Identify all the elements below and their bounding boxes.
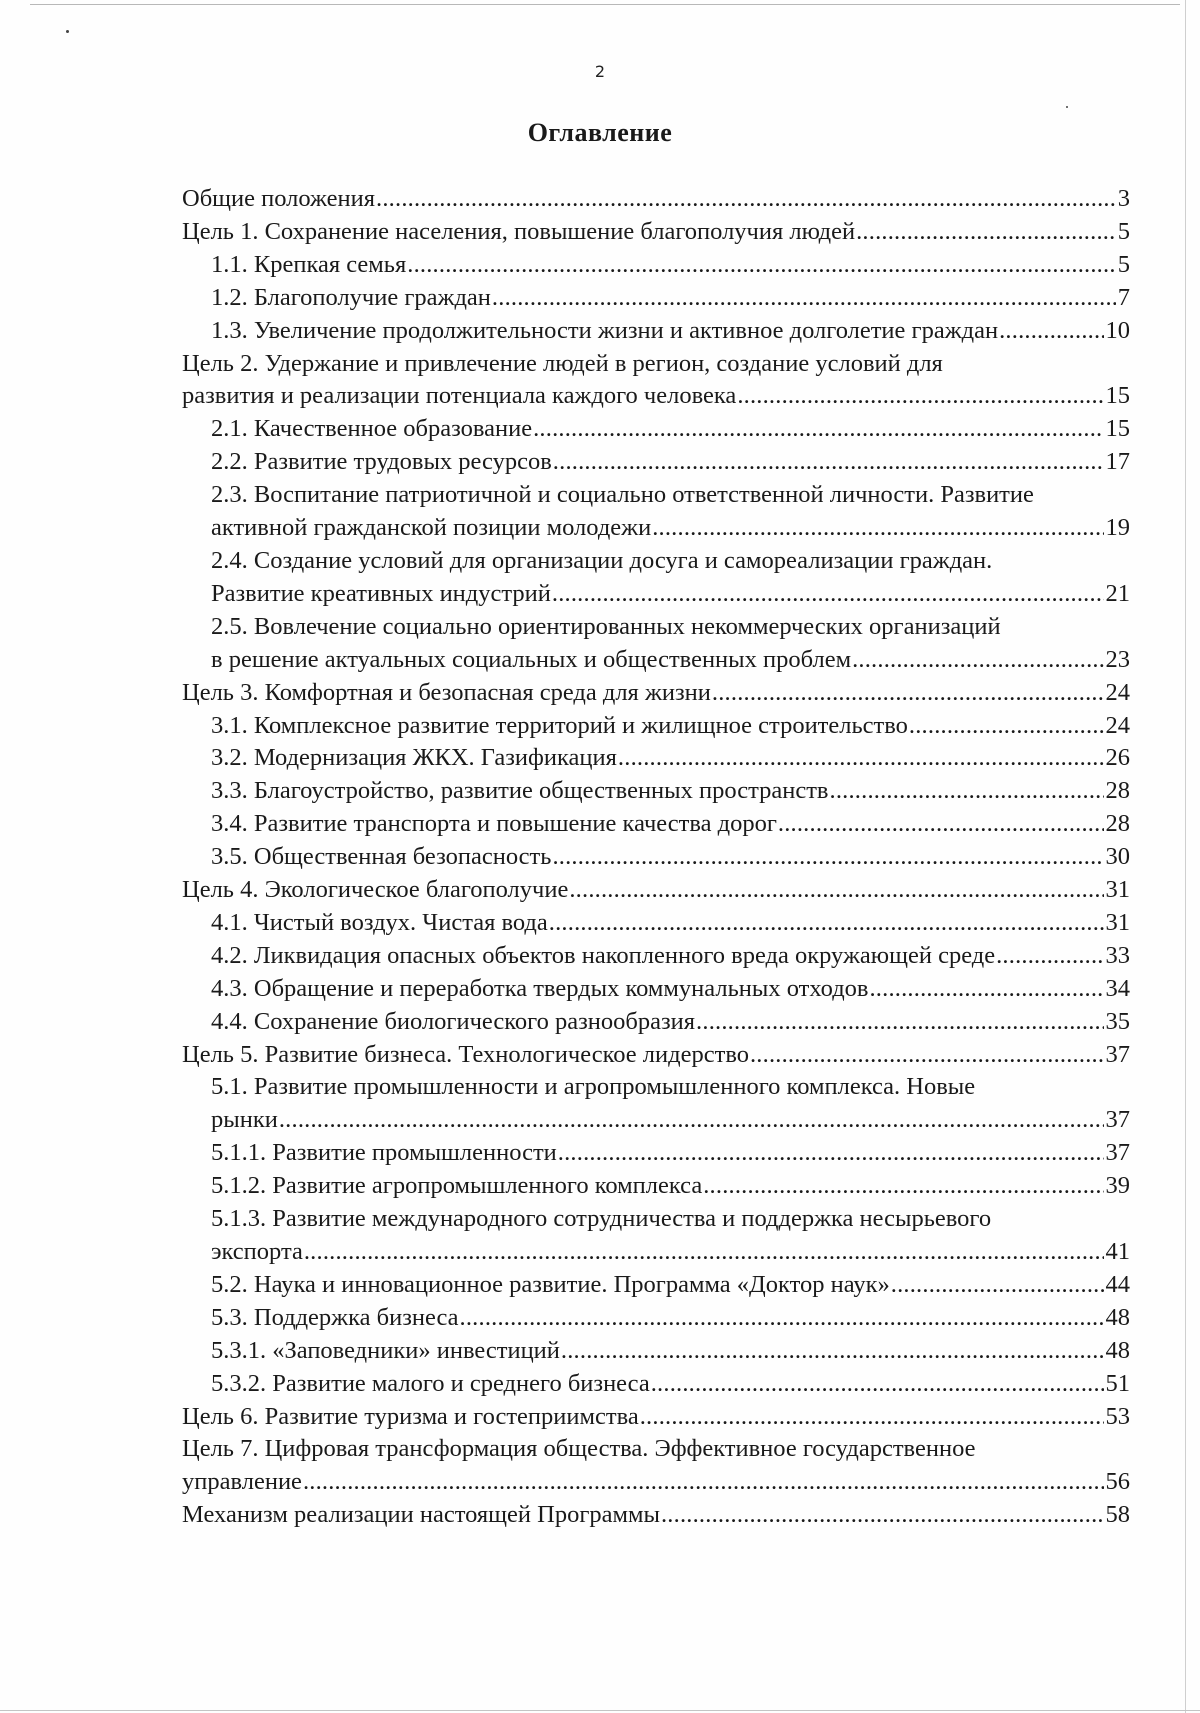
toc-entry[interactable] <box>182 1006 1130 1039</box>
toc-entry[interactable] <box>182 907 1130 940</box>
toc-entry[interactable] <box>182 742 1130 775</box>
toc-entry-page: 48 <box>1105 1336 1130 1364</box>
toc-entry-text: 1.2. Благополучие граждан <box>211 283 491 311</box>
toc-leader-dots <box>996 940 1103 973</box>
toc-entry[interactable] <box>182 1039 1130 1072</box>
toc-entry-page: 34 <box>1105 974 1130 1002</box>
toc-entry-first-line[interactable]: Цель 2. Удержание и привлечение людей в регион, создание условий для <box>182 349 943 377</box>
toc-entry-page: 37 <box>1105 1040 1130 1068</box>
toc-leader-dots <box>696 1006 1103 1039</box>
toc-entry-text: 3.4. Развитие транспорта и повышение качества дорог <box>211 810 777 838</box>
scan-speck <box>1066 106 1068 108</box>
toc-entry-page: 5 <box>1117 217 1130 245</box>
toc-leader-dots <box>712 677 1104 710</box>
toc-entry-text: 5.3.2. Развитие малого и среднего бизнеса <box>211 1369 650 1397</box>
toc-entry-page: 31 <box>1105 908 1130 936</box>
scan-edge-bottom <box>0 1710 1200 1711</box>
toc-leader-dots <box>561 1335 1104 1368</box>
toc-entry-first-line[interactable]: Цель 7. Цифровая трансформация общества. Эффективное государственное <box>182 1435 976 1463</box>
scan-speck <box>66 30 69 33</box>
toc-entry-text: 1.1. Крепкая семья <box>211 250 407 278</box>
toc-entry[interactable] <box>182 1236 1130 1269</box>
toc-leader-dots <box>553 446 1104 479</box>
toc-entry-text: 5.1.1. Развитие промышленности <box>211 1139 557 1167</box>
toc-entry-page: 53 <box>1105 1402 1130 1430</box>
toc-entry-page: 24 <box>1105 711 1130 739</box>
toc-leader-dots <box>407 249 1116 282</box>
toc-entry-text: 5.3.1. «Заповедники» инвестиций <box>211 1336 560 1364</box>
toc-entry[interactable] <box>182 841 1130 874</box>
toc-entry-text: управление <box>182 1468 302 1496</box>
toc-entry[interactable] <box>182 973 1130 1006</box>
toc-entry[interactable] <box>182 249 1130 282</box>
toc-entry-first-line[interactable]: 2.4. Создание условий для организации досуга и самореализации граждан. <box>211 546 993 574</box>
toc-entry-page: 21 <box>1105 579 1130 607</box>
toc-leader-dots <box>279 1104 1104 1137</box>
toc-entry-page: 28 <box>1105 777 1130 805</box>
toc-leader-dots <box>460 1302 1104 1335</box>
toc-leader-dots <box>376 183 1116 216</box>
toc-entry-text: 1.3. Увеличение продолжительности жизни и активное долголетие граждан <box>211 316 999 344</box>
toc-entry-text: Цель 6. Развитие туризма и гостеприимства <box>182 1402 639 1430</box>
toc-entry[interactable] <box>182 216 1130 249</box>
toc-entry-page: 31 <box>1105 876 1130 904</box>
toc-entry[interactable] <box>182 874 1130 907</box>
toc-leader-dots <box>652 512 1103 545</box>
toc-entry-page: 58 <box>1105 1501 1130 1529</box>
toc-entry-page: 39 <box>1105 1172 1130 1200</box>
toc-entry-text: 4.2. Ликвидация опасных объектов накопленного вреда окружающей среде <box>211 941 996 969</box>
scan-edge-top <box>30 4 1180 5</box>
toc-leader-dots <box>909 710 1104 743</box>
toc-entry[interactable] <box>182 1466 1130 1499</box>
toc-entry[interactable] <box>182 512 1130 545</box>
toc-entry-page: 51 <box>1105 1369 1130 1397</box>
toc-entry[interactable] <box>182 1499 1130 1532</box>
toc-entry-page: 7 <box>1117 283 1130 311</box>
toc-entry-text: Цель 4. Экологическое благополучие <box>182 876 569 904</box>
toc-title: Оглавление <box>527 118 673 147</box>
toc-entry[interactable] <box>182 1335 1130 1368</box>
toc-entry-text: 5.2. Наука и инновационное развитие. Программа «Доктор наук» <box>211 1270 890 1298</box>
toc-entry-text: 5.3. Поддержка бизнеса <box>211 1303 459 1331</box>
toc-entry-page: 19 <box>1105 514 1130 542</box>
toc-entry-page: 23 <box>1105 645 1130 673</box>
toc-entry-page: 24 <box>1105 678 1130 706</box>
toc-entry-text: Общие положения <box>182 185 376 212</box>
toc-entry-text: 4.4. Сохранение биологического разнообразия <box>211 1007 696 1035</box>
toc-entry-text: Цель 1. Сохранение населения, повышение благополучия людей <box>182 217 856 245</box>
toc-leader-dots <box>891 1269 1104 1302</box>
toc-leader-dots <box>304 1236 1104 1269</box>
toc-entry-page: 10 <box>1105 316 1130 344</box>
toc-entry-page: 30 <box>1105 843 1130 871</box>
toc-entry[interactable] <box>182 578 1130 611</box>
toc-entry-page: 17 <box>1105 448 1130 476</box>
toc-entry-text: 3.2. Модернизация ЖКХ. Газификация <box>211 744 617 772</box>
toc-entry-text: 4.3. Обращение и переработка твердых коммунальных отходов <box>211 974 869 1002</box>
toc-entry-text: в решение актуальных социальных и общественных проблем <box>211 645 852 673</box>
toc-entry-text: экспорта <box>211 1238 303 1265</box>
toc-leader-dots <box>737 380 1103 413</box>
toc-leader-dots <box>778 808 1104 841</box>
toc-leader-dots <box>549 907 1104 940</box>
toc-entry-text: 3.1. Комплексное развитие территорий и жилищное строительство <box>211 711 908 739</box>
scan-edge-right <box>1185 0 1186 1713</box>
toc-leader-dots <box>750 1039 1104 1072</box>
toc-entry-text: Цель 3. Комфортная и безопасная среда для жизни <box>182 678 711 706</box>
toc-entry[interactable] <box>182 1170 1130 1203</box>
toc-leader-dots <box>661 1499 1104 1532</box>
toc-entry-text: активной гражданской позиции молодежи <box>211 514 652 542</box>
toc-leader-dots <box>533 413 1103 446</box>
toc-entry-text: 3.3. Благоустройство, развитие общественных пространств <box>211 777 829 805</box>
toc-entry-text: рынки <box>211 1106 278 1134</box>
toc-leader-dots <box>303 1466 1104 1499</box>
toc-entry-page: 44 <box>1105 1270 1130 1298</box>
toc-entry[interactable] <box>182 282 1130 315</box>
toc-leader-dots <box>552 841 1103 874</box>
toc-leader-dots <box>703 1170 1103 1203</box>
toc-entry-page: 15 <box>1105 415 1130 443</box>
toc-entry[interactable] <box>182 380 1130 413</box>
toc-leader-dots <box>869 973 1103 1006</box>
toc-entry-text: 2.1. Качественное образование <box>211 415 533 443</box>
toc-leader-dots <box>492 282 1116 315</box>
toc-entry-page: 41 <box>1105 1238 1130 1265</box>
toc-entry-page: 5 <box>1117 250 1130 278</box>
toc-entry-text: 4.1. Чистый воздух. Чистая вода <box>211 908 548 936</box>
toc-entry[interactable] <box>182 644 1130 677</box>
toc-entry[interactable] <box>182 775 1130 808</box>
toc-leader-dots <box>569 874 1103 907</box>
toc-entry[interactable] <box>182 710 1130 743</box>
toc-entry-first-line[interactable]: 2.5. Вовлечение социально ориентированных некоммерческих организаций <box>211 612 1001 640</box>
toc-entry-first-line[interactable]: 5.1. Развитие промышленности и агропромышленного комплекса. Новые <box>211 1073 976 1101</box>
toc-entry[interactable] <box>182 413 1130 446</box>
toc-leader-dots <box>618 742 1104 775</box>
toc-entry-page: 37 <box>1105 1106 1130 1134</box>
toc-entry[interactable] <box>182 1302 1130 1335</box>
page-number: 2 <box>594 62 606 81</box>
toc-entry[interactable] <box>182 1401 1130 1434</box>
toc-entry-text: 2.2. Развитие трудовых ресурсов <box>211 448 552 476</box>
toc-leader-dots <box>552 578 1104 611</box>
toc-leader-dots <box>651 1368 1104 1401</box>
table-of-contents <box>182 183 1130 1532</box>
toc-entry[interactable] <box>182 1368 1130 1401</box>
toc-entry-text: 3.5. Общественная безопасность <box>211 843 552 871</box>
toc-entry[interactable] <box>182 677 1130 710</box>
toc-entry-page: 3 <box>1117 185 1130 212</box>
toc-entry-page: 56 <box>1105 1468 1130 1496</box>
toc-leader-dots <box>640 1401 1104 1434</box>
toc-entry-text: 5.1.2. Развитие агропромышленного комплекса <box>211 1172 703 1200</box>
toc-entry[interactable] <box>182 183 1130 216</box>
toc-entry-page: 26 <box>1105 744 1130 772</box>
toc-entry-page: 33 <box>1105 941 1130 969</box>
toc-leader-dots <box>852 644 1103 677</box>
toc-entry-page: 35 <box>1105 1007 1130 1035</box>
toc-entry[interactable] <box>182 808 1130 841</box>
toc-entry-first-line[interactable]: 2.3. Воспитание патриотичной и социально ответственной личности. Развитие <box>211 481 1034 509</box>
toc-entry[interactable] <box>182 1137 1130 1170</box>
toc-entry-text: Механизм реализации настоящей Программы <box>182 1501 660 1529</box>
toc-entry-first-line[interactable]: 5.1.3. Развитие международного сотрудничества и поддержка несырьевого <box>211 1205 992 1233</box>
toc-entry-page: 28 <box>1105 810 1130 838</box>
toc-entry[interactable] <box>182 1269 1130 1302</box>
toc-leader-dots <box>830 775 1104 808</box>
toc-entry-page: 15 <box>1105 382 1130 410</box>
toc-entry-text: Развитие креативных индустрий <box>211 579 551 607</box>
toc-entry[interactable] <box>182 315 1130 348</box>
toc-entry[interactable] <box>182 446 1130 479</box>
toc-entry[interactable] <box>182 1104 1130 1137</box>
toc-entry-text: развития и реализации потенциала каждого человека <box>182 382 737 410</box>
toc-leader-dots <box>558 1137 1104 1170</box>
toc-entry-page: 48 <box>1105 1303 1130 1331</box>
toc-entry[interactable] <box>182 940 1130 973</box>
toc-entry-text: Цель 5. Развитие бизнеса. Технологическое лидерство <box>182 1040 749 1068</box>
toc-leader-dots <box>999 315 1103 348</box>
toc-leader-dots <box>856 216 1116 249</box>
toc-entry-page: 37 <box>1105 1139 1130 1167</box>
